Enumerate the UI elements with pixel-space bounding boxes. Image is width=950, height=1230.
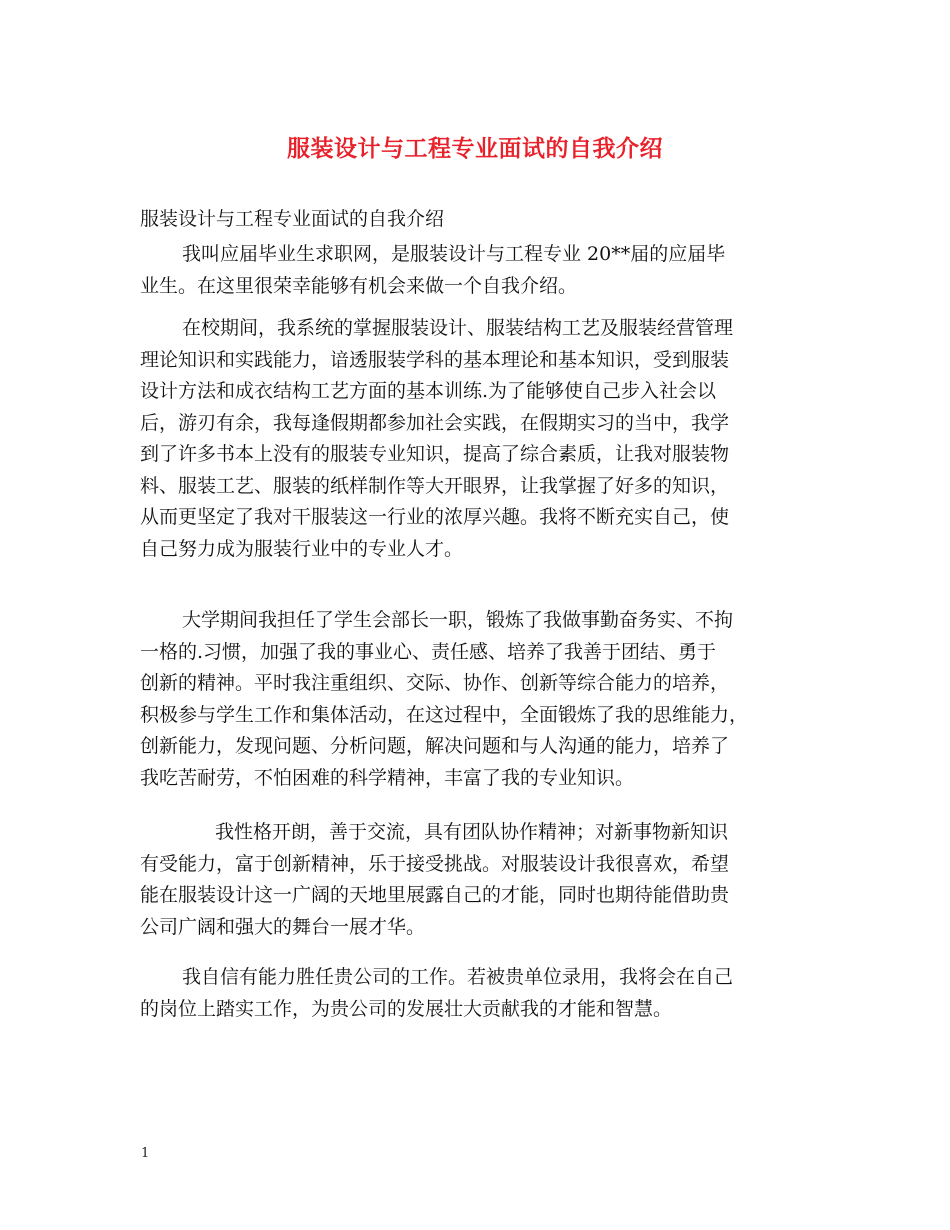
paragraph-line: 创新的精神。平时我注重组织、交际、协作、创新等综合能力的培养， [140, 672, 730, 694]
paragraph-line: 一格的.习惯，加强了我的事业心、责任感、培养了我善于团结、勇于 [140, 640, 717, 663]
document-title: 服装设计与工程专业面试的自我介绍 [287, 135, 663, 162]
paragraph-line: 自己努力成为服装行业中的专业人才。 [140, 537, 464, 560]
paragraph-line: 理论知识和实践能力，谙透服装学科的基本理论和基本知识，受到服装 [140, 348, 730, 371]
paragraph-2 [140, 313, 815, 565]
paragraph-line: 料、服装工艺、服装的纸样制作等大开眼界，让我掌握了好多的知识， [140, 474, 730, 497]
paragraph-line: 后，游刃有余，我每逢假期都参加社会实践，在假期实习的当中，我学 [140, 411, 730, 434]
paragraph-line: 我性格开朗，善于交流，具有团队协作精神；对新事物新知识 [215, 821, 729, 843]
paragraph-line: 从而更坚定了我对干服装这一行业的浓厚兴趣。我将不断充实自己，使 [140, 506, 730, 528]
paragraph-line: 在校期间，我系统的掌握服装设计、服装结构工艺及服装经营管理 [182, 317, 734, 339]
paragraph-line: 大学期间我担任了学生会部长一职，锻炼了我做事勤奋务实、不拘 [182, 609, 734, 631]
paragraph-line: 我吃苦耐劳，不怕困难的科学精神，丰富了我的专业知识。 [140, 766, 635, 789]
paragraph-1 [140, 239, 815, 302]
paragraph-4 [140, 817, 815, 943]
paragraph-line: 有受能力，富于创新精神，乐于接受挑战。对服装设计我很喜欢，希望 [140, 852, 730, 875]
paragraph-line: 积极参与学生工作和集体活动，在这过程中，全面锻炼了我的思维能力， [140, 703, 749, 726]
paragraph-5 [140, 962, 815, 1025]
paragraph-line: 设计方法和成衣结构工艺方面的基本训练.为了能够使自己步入社会以 [140, 380, 717, 402]
paragraph-line: 业生。在这里很荣幸能够有机会来做一个自我介绍。 [140, 274, 578, 297]
document-subtitle: 服装设计与工程专业面试的自我介绍 [140, 208, 445, 230]
paragraph-line: 公司广阔和强大的舞台一展才华。 [140, 915, 426, 938]
paragraph-3 [140, 605, 815, 794]
page-number: 1 [141, 1146, 150, 1161]
paragraph-line: 我自信有能力胜任贵公司的工作。若被贵单位录用，我将会在自己 [182, 966, 734, 988]
paragraph-line: 的岗位上踏实工作，为贵公司的发展壮大贡献我的才能和智慧。 [140, 997, 673, 1020]
paragraph-line: 能在服装设计这一广阔的天地里展露自己的才能，同时也期待能借助贵 [140, 884, 730, 906]
paragraph-line: 到了许多书本上没有的服装专业知识，提高了综合素质，让我对服装物 [140, 443, 730, 465]
paragraph-line: 创新能力，发现问题、分析问题，解决问题和与人沟通的能力，培养了 [140, 735, 730, 757]
paragraph-line: 我叫应届毕业生求职网，是服装设计与工程专业 20**届的应届毕 [182, 243, 726, 265]
